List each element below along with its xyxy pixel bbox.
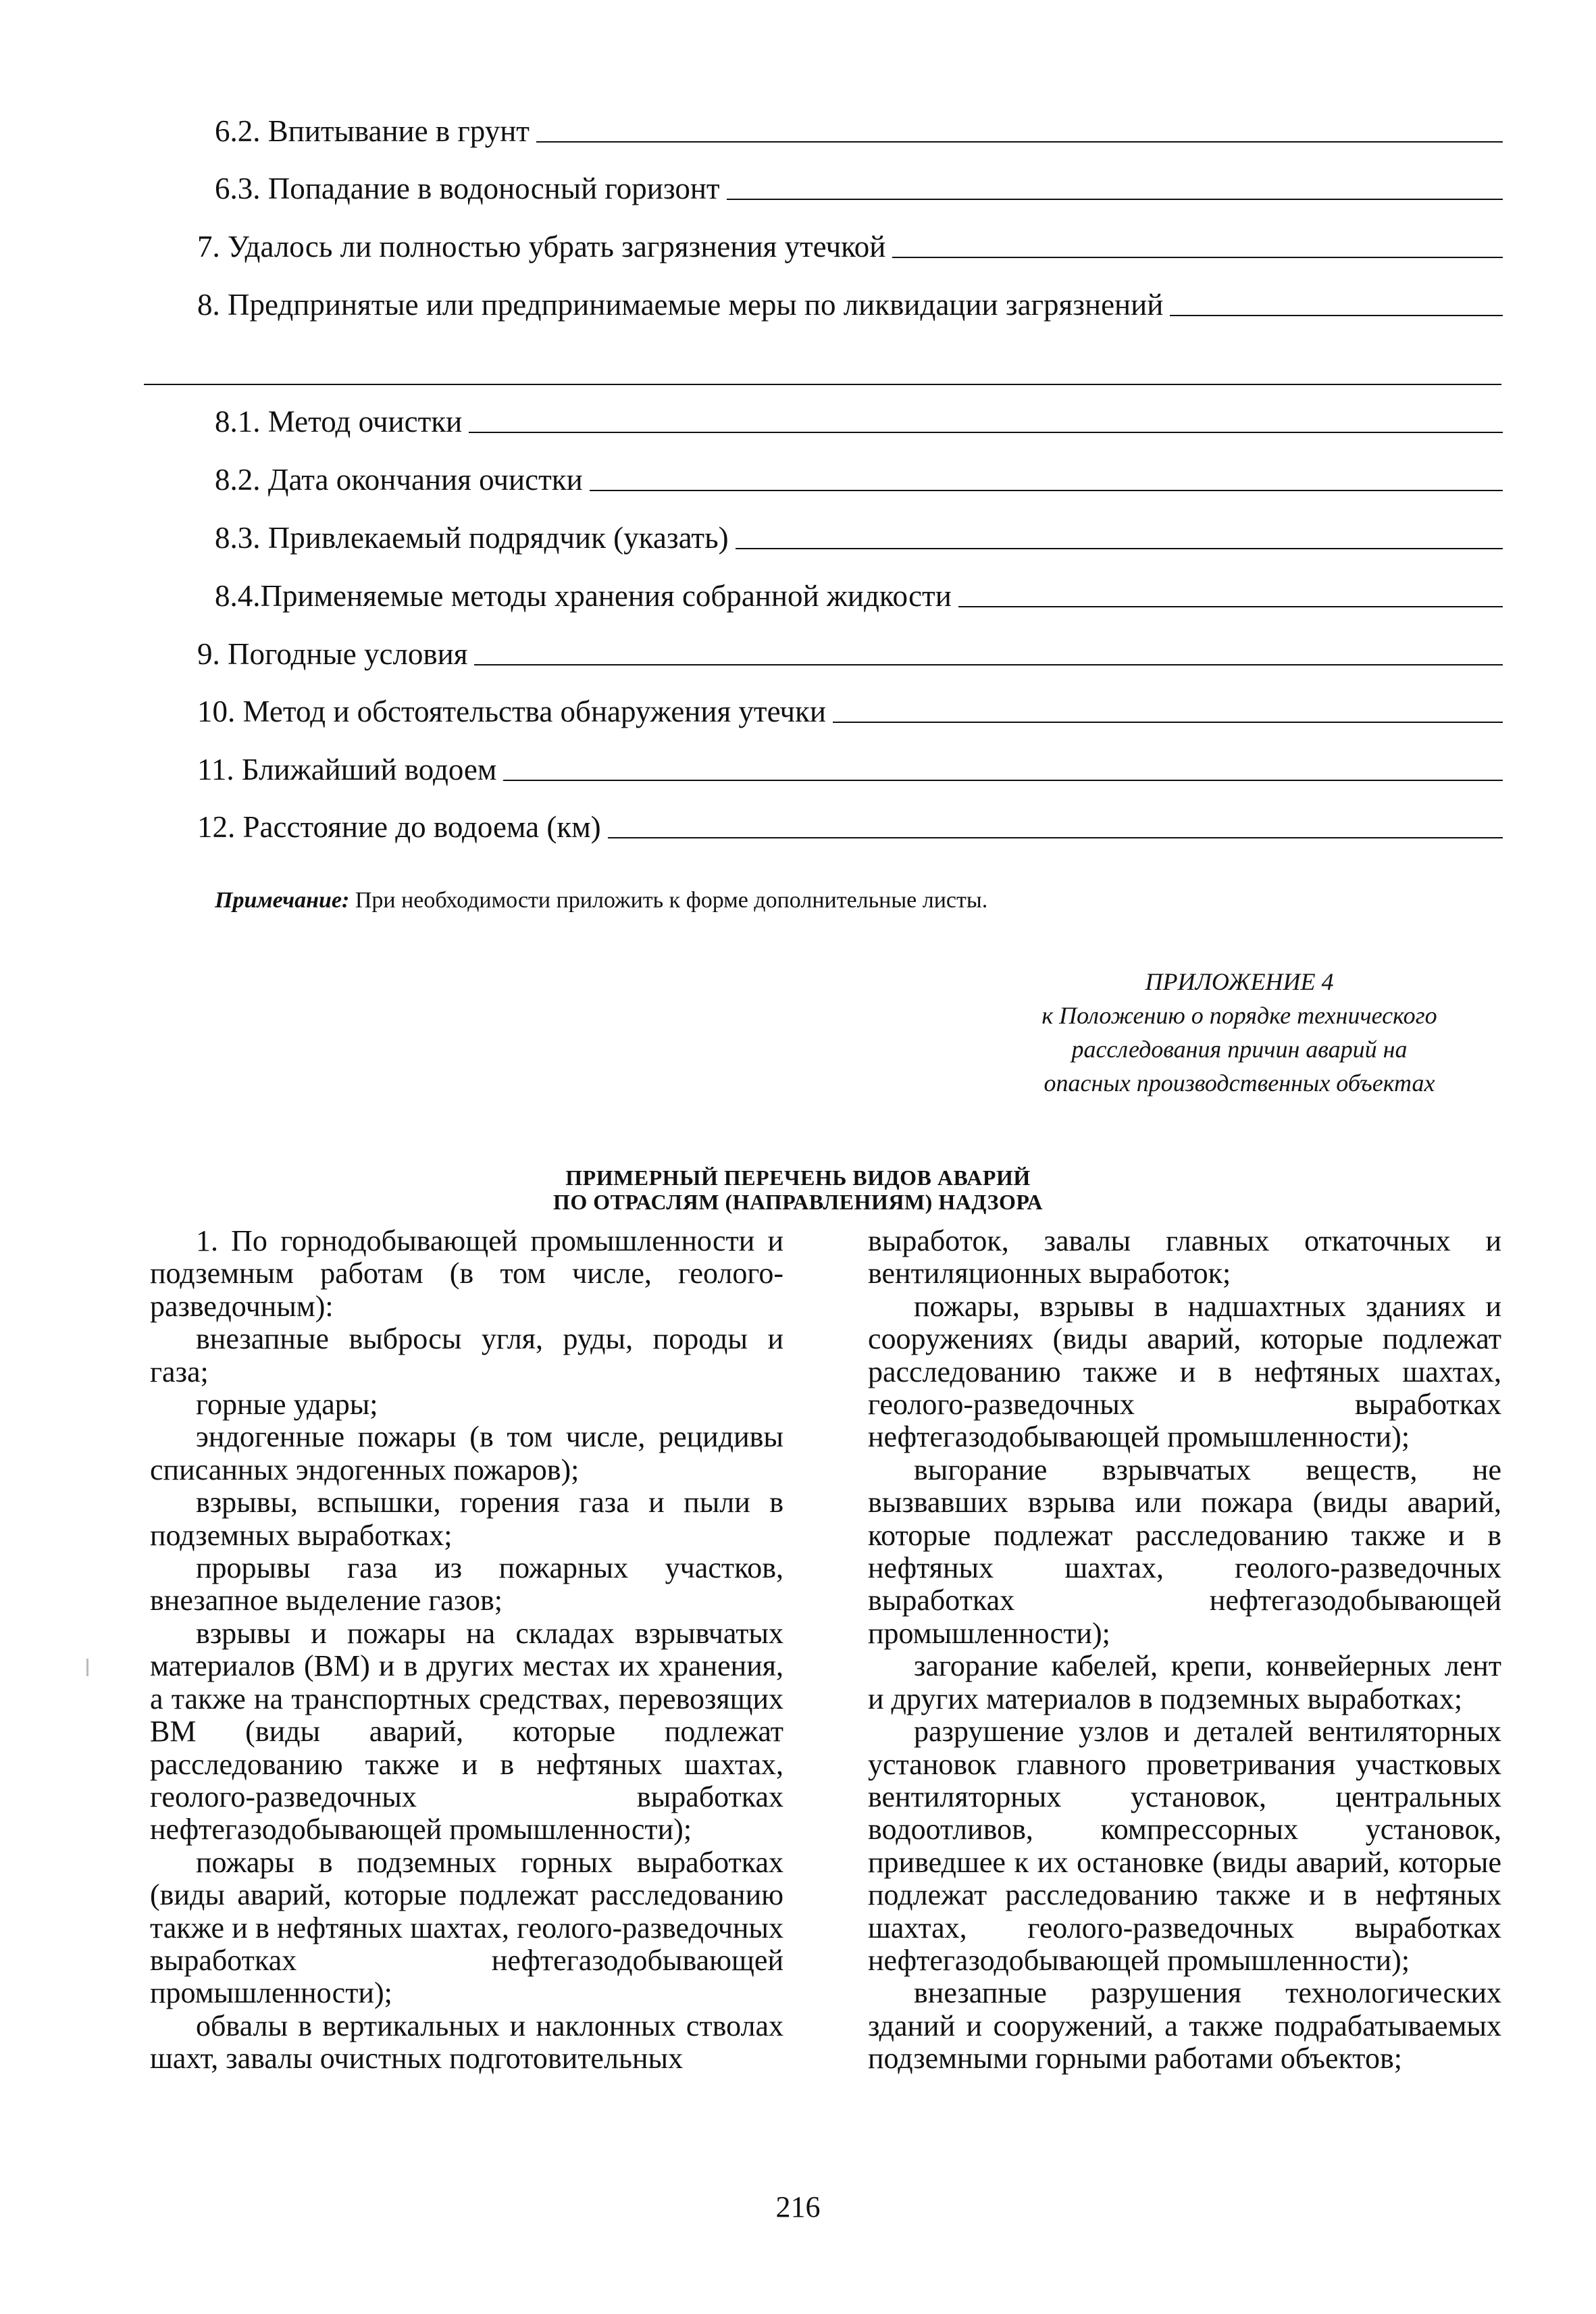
paragraph: прорывы газа из пожарных участков, внезапное выделение газов; bbox=[150, 1551, 783, 1617]
form-blank-line bbox=[958, 605, 1503, 607]
form-label: 6.3. Попадание в водоносный горизонт bbox=[215, 172, 720, 205]
form-line bbox=[215, 462, 1503, 497]
form-line bbox=[197, 636, 1503, 672]
heading-line: ПО ОТРАСЛЯМ (НАПРАВЛЕНИЯМ) НАДЗОРА bbox=[553, 1190, 1043, 1214]
paragraph: 1. По горнодобывающей промышленности и подземным работам (в том числе, геолого-разведочным): bbox=[150, 1224, 783, 1323]
paragraph: загорание кабелей, крепи, конвейерных лент и других материалов в подземных выработках; bbox=[868, 1649, 1501, 1715]
form-blank-line bbox=[474, 663, 1503, 665]
form-label: 10. Метод и обстоятельства обнаружения утечки bbox=[197, 695, 827, 728]
appendix-reference bbox=[976, 965, 1503, 1100]
form-label: 11. Ближайший водоем bbox=[197, 753, 497, 786]
paragraph: выработок, завалы главных откаточных и вентиляционных выработок; bbox=[868, 1224, 1501, 1290]
paragraph: внезапные разрушения технологических зданий и сооружений, а также подрабатываемых подземными горными работами объектов; bbox=[868, 1976, 1501, 2076]
form-label: 7. Удалось ли полностью убрать загрязнения утечкой bbox=[197, 230, 886, 263]
paragraph: пожары, взрывы в надшахтных зданиях и сооружениях (виды аварий, которые подлежат расследованию также и в нефтяных шахтах, геолого-разведочных выработках нефтегазодобывающей промышленности); bbox=[868, 1289, 1501, 1454]
page-number: 216 bbox=[775, 2190, 821, 2223]
form-line bbox=[215, 520, 1503, 555]
form-blank-line bbox=[536, 140, 1503, 143]
note-text: При необходимости приложить к форме дополнительные листы. bbox=[349, 888, 988, 913]
appendix-line: расследования причин аварий на bbox=[1071, 1036, 1408, 1063]
left-column bbox=[150, 1225, 783, 2076]
form-blank-line bbox=[608, 836, 1503, 838]
form-label: 8.3. Привлекаемый подрядчик (указать) bbox=[215, 521, 729, 555]
paragraph: обвалы в вертикальных и наклонных стволах шахт, завалы очистных подготовительных bbox=[150, 2009, 783, 2076]
note-label: Примечание: bbox=[215, 888, 350, 913]
form-label: 8.1. Метод очистки bbox=[215, 405, 463, 438]
form-label: 9. Погодные условия bbox=[197, 637, 468, 671]
paragraph: взрывы и пожары на складах взрывчатых материалов (ВМ) и в других местах их хранения, а также на транспортных средствах, перевозящих ВМ (виды аварий, которые подлежат расследованию также и в нефтяных шахтах, геолого-разведочных выработках нефтегазодобывающей промышленности); bbox=[150, 1616, 783, 1846]
paragraph: выгорание взрывчатых веществ, не вызвавших взрыва или пожара (виды аварий, которые подлежат расследованию также и в нефтяных шахтах, геолого-разведочных выработках нефтегазодобывающей промышленности); bbox=[868, 1453, 1501, 1650]
appendix-line: к Положению о порядке технического bbox=[1041, 1002, 1437, 1029]
form-label: 12. Расстояние до водоема (км) bbox=[197, 810, 601, 844]
paragraph: разрушение узлов и деталей вентиляторных установок главного проветривания участковых вентиляторных установок, центральных водоотливов, компрессорных установок, приведшее к их остановке (виды аварий, которые подлежат расследованию также и в нефтяных шахтах, геолого-разведочных выработках нефтегазодобывающей промышленности); bbox=[868, 1715, 1501, 1977]
form-blank-line bbox=[503, 778, 1503, 781]
section-heading bbox=[0, 1165, 1596, 1214]
note bbox=[215, 886, 987, 915]
scan-margin-mark bbox=[86, 1659, 88, 1676]
form-line bbox=[197, 694, 1503, 729]
form-line bbox=[197, 287, 1503, 322]
paragraph: горные удары; bbox=[196, 1388, 378, 1422]
form-line bbox=[197, 809, 1503, 845]
form-blank-line bbox=[590, 488, 1503, 491]
form-line bbox=[215, 171, 1503, 206]
form-line bbox=[215, 114, 1503, 149]
paragraph: взрывы, вспышки, горения газа и пыли в подземных выработках; bbox=[150, 1486, 783, 1552]
form-label: 8.2. Дата окончания очистки bbox=[215, 463, 583, 497]
form-label: 8.4.Применяемые методы хранения собранной жидкости bbox=[215, 579, 952, 613]
form-blank-line bbox=[892, 255, 1503, 258]
form-line bbox=[197, 752, 1503, 787]
paragraph: пожары в подземных горных выработках (виды аварий, которые подлежат расследованию также и в нефтяных шахтах, геолого-разведочных выработках нефтегазодобывающей промышленности); bbox=[150, 1845, 783, 2010]
form-label: 8. Предпринятые или предпринимаемые меры по ликвидации загрязнений bbox=[197, 288, 1164, 322]
right-column bbox=[868, 1225, 1501, 2076]
paragraph: внезапные выбросы угля, руды, породы и газа; bbox=[150, 1322, 783, 1388]
form-blank-line bbox=[469, 430, 1503, 433]
paragraph: эндогенные пожары (в том числе, рецидивы списанных эндогенных пожаров); bbox=[150, 1420, 783, 1486]
form-line bbox=[215, 578, 1503, 613]
form-blank-line bbox=[727, 197, 1503, 200]
form-continuation-line bbox=[144, 384, 1501, 385]
form-label: 6.2. Впитывание в грунт bbox=[215, 114, 530, 148]
form-blank-line bbox=[833, 720, 1503, 723]
appendix-line: опасных производственных объектах bbox=[1044, 1070, 1435, 1097]
form-line bbox=[215, 404, 1503, 439]
form-blank-line bbox=[1170, 313, 1503, 316]
heading-line: ПРИМЕРНЫЙ ПЕРЕЧЕНЬ ВИДОВ АВАРИЙ bbox=[565, 1165, 1031, 1190]
appendix-title: ПРИЛОЖЕНИЕ 4 bbox=[1145, 968, 1334, 995]
form-blank-line bbox=[736, 547, 1503, 549]
form-line bbox=[197, 229, 1503, 264]
